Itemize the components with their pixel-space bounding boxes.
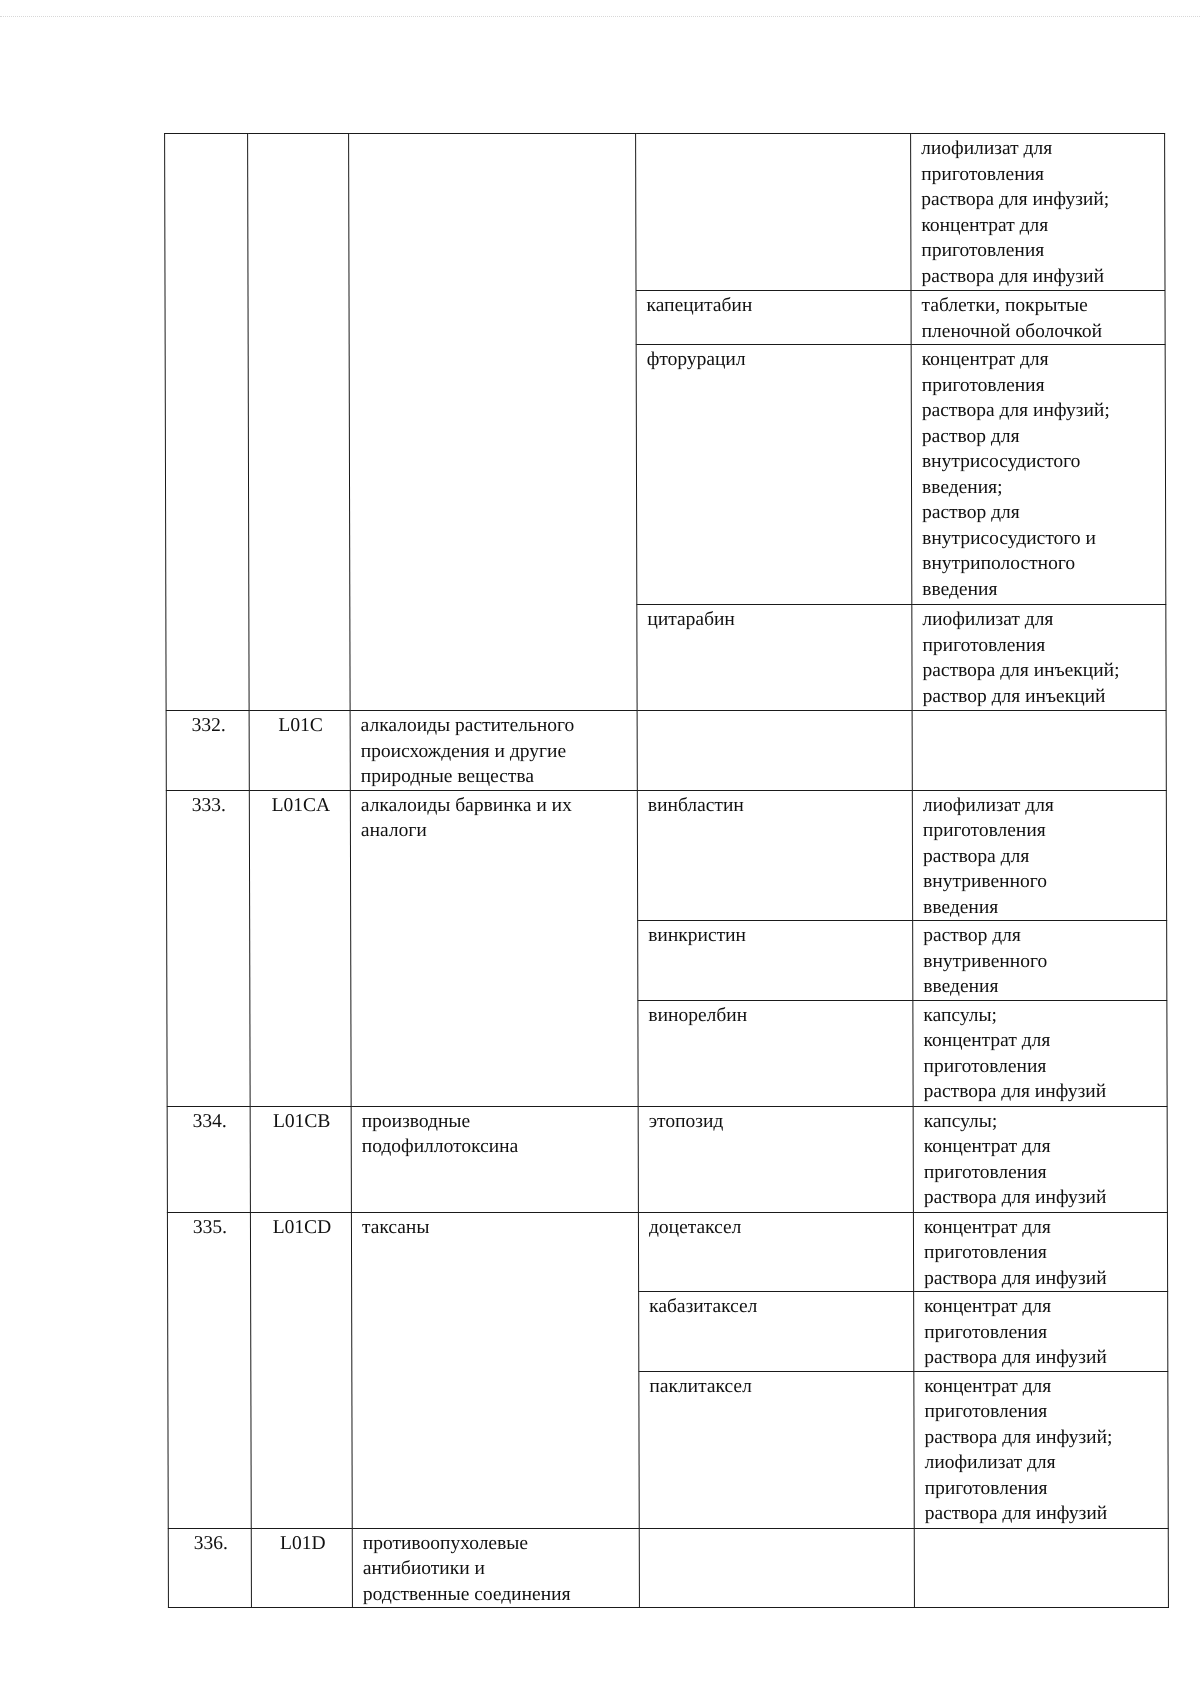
table-row [165,134,1165,291]
form-line: раствора для инфузий [924,1503,1108,1524]
form-line: приготовления [924,1321,1048,1343]
form-line: внутрисосудистого [921,451,1081,472]
row-number-cell: 333. [166,790,250,1106]
group-line: алкалоиды растительного [360,715,575,736]
atc-group-cell [350,711,637,791]
form-line: введения [922,578,998,600]
form-line: раствора для инъекций; [922,660,1120,681]
form-line: раствора для инфузий [924,1267,1107,1289]
form-line: лиофилизат для [922,794,1054,816]
drug-name-cell [636,134,911,291]
form-line: введения [923,896,999,918]
atc-code-cell: L01CD [250,1212,352,1528]
form-line: концентрат для [921,349,1049,370]
form-line: раствора для инфузий [924,1347,1107,1368]
row-number-cell: 336. [168,1528,251,1608]
form-line: лиофилизат для [921,138,1053,159]
form-line: раствора для инфузий; [921,189,1110,210]
form-line: пленочной оболочкой [921,320,1103,342]
table-row [167,1212,1167,1292]
drug-name-cell: фторурацил [636,345,912,605]
row-number-cell: 334. [167,1106,250,1212]
dosage-forms-cell [913,1000,1167,1106]
form-line: таблетки, покрытые [921,295,1088,316]
group-line: таксаны [361,1216,430,1238]
dosage-forms-cell [914,1292,1168,1372]
document-page [164,133,1168,1605]
form-line: внутриполостного [922,553,1076,574]
drug-name-cell: этопозид [638,1106,913,1212]
form-line: внутривенного [923,871,1048,892]
dosage-forms-cell [911,345,1166,605]
form-line: раствор для [922,502,1020,523]
form-line: раствора для инфузий [923,1187,1107,1208]
form-line: концентрат для [924,1375,1052,1397]
form-line: приготовления [921,240,1045,261]
group-line: производные [361,1110,471,1132]
form-line: лиофилизат для [924,1452,1056,1473]
table-row [166,790,1166,921]
form-line: раствора для инфузий; [924,1426,1113,1448]
form-line: приготовления [921,374,1045,396]
group-line: происхождения и другие [360,740,567,762]
atc-group-cell [351,1212,639,1528]
drug-name-cell [639,1528,914,1608]
atc-code-cell: L01CB [250,1106,351,1212]
atc-code-cell [248,134,351,711]
group-line: антибиотики и [362,1558,485,1579]
drug-name-cell: винбластин [637,790,912,921]
medicines-table [164,133,1169,1608]
form-line: капсулы; [923,1004,997,1026]
form-line: приготовления [923,1055,1047,1077]
row-number-cell: 332. [166,711,249,791]
drug-name-cell: винорелбин [638,1000,913,1106]
form-line: внутривенного [923,950,1048,972]
form-line: раствора для [922,845,1030,867]
form-line: внутрисосудистого и [922,527,1096,549]
form-line: капсулы; [923,1110,998,1132]
drug-name-cell [637,711,912,791]
drug-name-cell: кабазитаксел [639,1292,914,1372]
drug-name-cell: капецитабин [636,291,911,345]
dosage-forms-cell [914,1528,1168,1608]
drug-name-cell: доцетаксел [638,1212,913,1292]
group-line: аналоги [360,820,427,841]
form-line: приготовления [922,634,1046,656]
drug-name-cell: винкристин [638,921,913,1001]
dosage-forms-cell [911,134,1165,291]
form-line: раствора для инфузий; [921,400,1110,421]
form-line: раствора для инфузий [921,265,1105,287]
form-line: концентрат для [923,1030,1051,1051]
dosage-forms-cell [913,921,1167,1001]
dosage-forms-cell [912,711,1166,791]
atc-group-cell [349,134,638,711]
row-number-cell [165,134,250,711]
form-line: приготовления [924,1477,1048,1499]
form-line: приготовления [923,1161,1047,1183]
form-line: лиофилизат для [922,609,1054,630]
form-line: концентрат для [921,214,1049,236]
dosage-forms-cell [912,790,1166,921]
form-line: приготовления [924,1401,1048,1422]
atc-code-cell: L01CA [249,790,351,1106]
dosage-forms-cell [914,1371,1168,1528]
group-line: природные вещества [360,766,535,787]
table-row [166,711,1166,791]
group-line: алкалоиды барвинка и их [360,794,572,816]
table-row [167,1106,1167,1212]
dosage-forms-cell [912,605,1166,711]
group-line: родственные соединения [362,1583,571,1605]
atc-code-cell: L01C [249,711,350,791]
drug-name-cell: паклитаксел [639,1371,914,1528]
form-line: концентрат для [924,1296,1052,1317]
dosage-forms-cell [913,1106,1167,1212]
drug-name-cell: цитарабин [637,605,912,711]
atc-group-cell [350,790,638,1106]
form-line: введения [923,976,999,997]
row-number-cell: 335. [167,1212,251,1528]
atc-group-cell [352,1528,639,1608]
form-line: раствор для инъекций [922,685,1106,707]
form-line: приготовления [923,1242,1047,1263]
form-line: приготовления [921,163,1045,185]
form-line: приготовления [922,820,1046,841]
form-line: концентрат для [923,1136,1051,1157]
form-line: раствор для [923,925,1021,946]
atc-code-cell: L01D [251,1528,352,1608]
form-line: введения; [921,476,1003,498]
dosage-forms-cell [911,291,1165,345]
form-line: раствора для инфузий [923,1081,1107,1102]
atc-group-cell [351,1106,638,1212]
group-line: противоопухолевые [362,1532,529,1554]
form-line: концентрат для [923,1216,1051,1238]
form-line: раствор для [921,425,1020,447]
table-row [168,1528,1168,1608]
group-line: подофиллотоксина [361,1136,519,1157]
dosage-forms-cell [913,1212,1167,1292]
page-edge [0,16,1200,17]
